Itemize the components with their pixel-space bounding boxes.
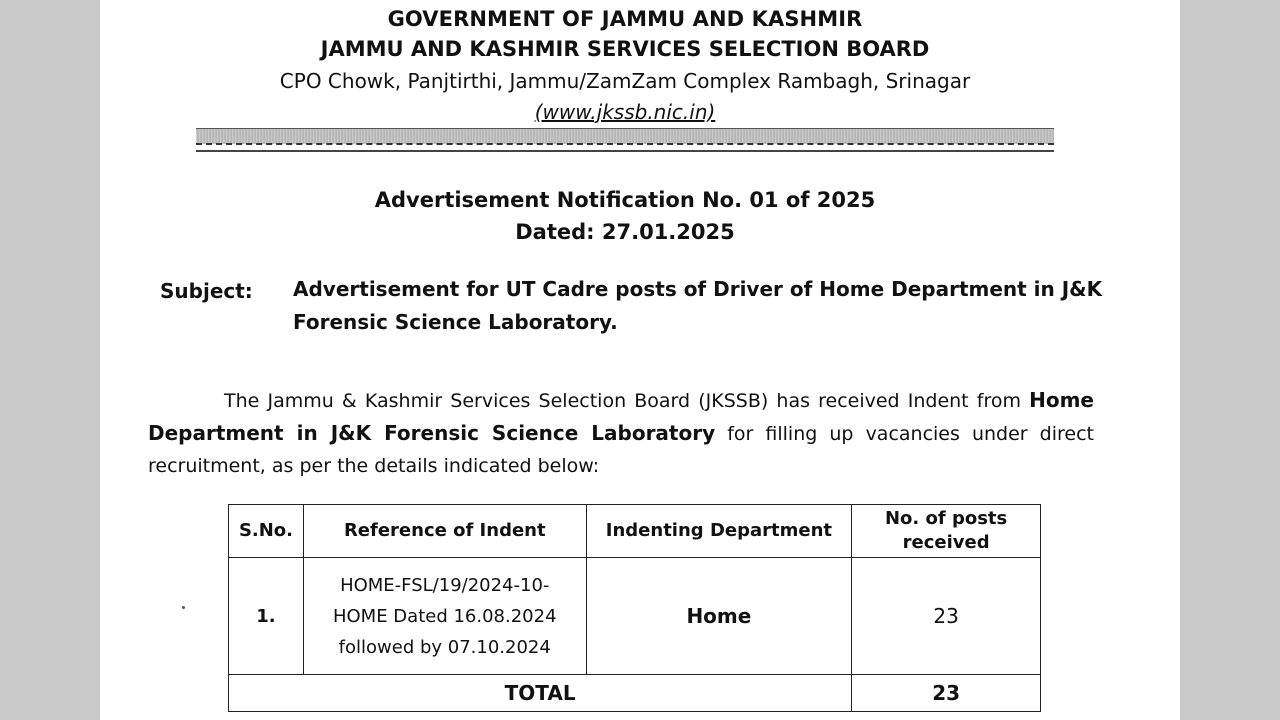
cell-posts: 23 [852,558,1041,675]
indent-table [228,504,1041,712]
table-header-row [229,505,1041,558]
cell-department: Home [586,558,852,675]
cell-sno: 1. [229,558,304,675]
header-sno: S.No. [229,505,304,558]
header-department: Indenting Department [586,505,852,558]
divider-dashed-line [196,143,1054,145]
board-website-link[interactable]: (www.jkssb.nic.in) [534,100,716,124]
paragraph-text-1: The Jammu & Kashmir Services Selection Board (JKSSB) has received Indent from [224,390,1030,412]
notification-title: Advertisement Notification No. 01 of 2025 [374,188,876,212]
government-heading: GOVERNMENT OF JAMMU AND KASHMIR [387,7,863,31]
subject-label: Subject: [160,279,253,303]
header-posts-line-1: No. of posts [884,508,1008,529]
subject-line-2: Forensic Science Laboratory. [293,310,618,334]
notification-date: Dated: 27.01.2025 [515,220,735,244]
board-address: CPO Chowk, Panjtirthi, Jammu/ZamZam Complex Rambagh, Srinagar [279,69,971,93]
subject-line-1: Advertisement for UT Cadre posts of Driver of Home Department in J&K [293,277,1103,301]
subject-text [293,273,1103,339]
board-heading: JAMMU AND KASHMIR SERVICES SELECTION BOARD [320,37,930,61]
header-posts-line-2: received [902,532,990,553]
table-row [229,558,1041,675]
cell-reference [303,558,586,675]
divider-band [196,128,1054,144]
paragraph-bold-department: Home Department in J&K Forensic Science Laboratory [148,388,1094,445]
paragraph-text-2: for filling up vacancies under direct recruitment, as per the details indicated below: [148,423,1095,477]
scan-speck [182,606,185,609]
divider-solid-line [196,150,1054,152]
total-posts: 23 [852,675,1041,712]
reference-line-3: followed by 07.10.2024 [338,636,551,658]
document-page [100,0,1180,720]
total-label: TOTAL [229,675,852,712]
header-reference: Reference of Indent [303,505,586,558]
header-divider [196,128,1054,154]
header-posts [852,505,1041,558]
intro-paragraph [148,384,1094,482]
reference-line-1: HOME-FSL/19/2024-10- [340,574,550,596]
reference-line-2: HOME Dated 16.08.2024 [332,605,557,627]
table-total-row [229,675,1041,712]
